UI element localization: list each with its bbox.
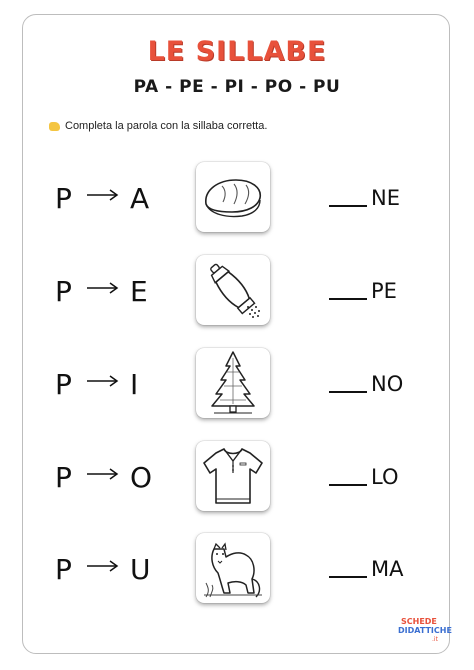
arrow-right-icon — [86, 281, 120, 295]
arrow-right-icon — [86, 188, 120, 202]
logo-line-3: .it — [432, 636, 438, 643]
puma-icon — [196, 533, 270, 603]
pine-tree-icon — [196, 348, 270, 418]
word-ending: NO — [371, 372, 404, 396]
polo-shirt-icon — [196, 441, 270, 511]
pepper-grinder-icon — [196, 255, 270, 325]
picture-card — [196, 533, 270, 603]
arrow-right-icon — [86, 374, 120, 388]
word-ending: NE — [371, 186, 400, 210]
arrow-right-icon — [86, 467, 120, 481]
answer-blank[interactable] — [329, 205, 367, 207]
vowel-letter: I — [130, 368, 139, 401]
pointing-hand-icon — [49, 122, 60, 131]
consonant-letter: P — [55, 182, 72, 215]
syllable-row-pa — [0, 162, 474, 242]
answer-blank[interactable] — [329, 391, 367, 393]
logo-line-2: DIDATTICHE — [398, 626, 452, 635]
page-subtitle: PA - PE - PI - PO - PU — [133, 77, 341, 97]
picture-card — [196, 255, 270, 325]
consonant-letter: P — [55, 368, 72, 401]
syllable-row-pi — [0, 348, 474, 428]
picture-card — [196, 162, 270, 232]
bread-icon — [196, 162, 270, 232]
answer-blank[interactable] — [329, 298, 367, 300]
word-ending: LO — [371, 465, 399, 489]
consonant-letter: P — [55, 275, 72, 308]
page-title: LE SILLABE — [147, 36, 327, 67]
vowel-letter: U — [130, 553, 151, 586]
consonant-letter: P — [55, 461, 72, 494]
syllable-row-po — [0, 441, 474, 521]
word-ending: MA — [371, 557, 404, 581]
picture-card — [196, 441, 270, 511]
word-ending: PE — [371, 279, 397, 303]
syllable-row-pu — [0, 533, 474, 613]
consonant-letter: P — [55, 553, 72, 586]
syllable-row-pe — [0, 255, 474, 335]
vowel-letter: O — [130, 461, 153, 494]
answer-blank[interactable] — [329, 576, 367, 578]
schede-didattiche-logo — [398, 617, 452, 645]
vowel-letter: E — [130, 275, 148, 308]
instruction-text: Completa la parola con la sillaba corretta. — [65, 120, 268, 132]
vowel-letter: A — [130, 182, 150, 215]
picture-card — [196, 348, 270, 418]
arrow-right-icon — [86, 559, 120, 573]
answer-blank[interactable] — [329, 484, 367, 486]
instruction — [49, 120, 267, 132]
logo-line-1: SCHEDE — [401, 617, 437, 626]
